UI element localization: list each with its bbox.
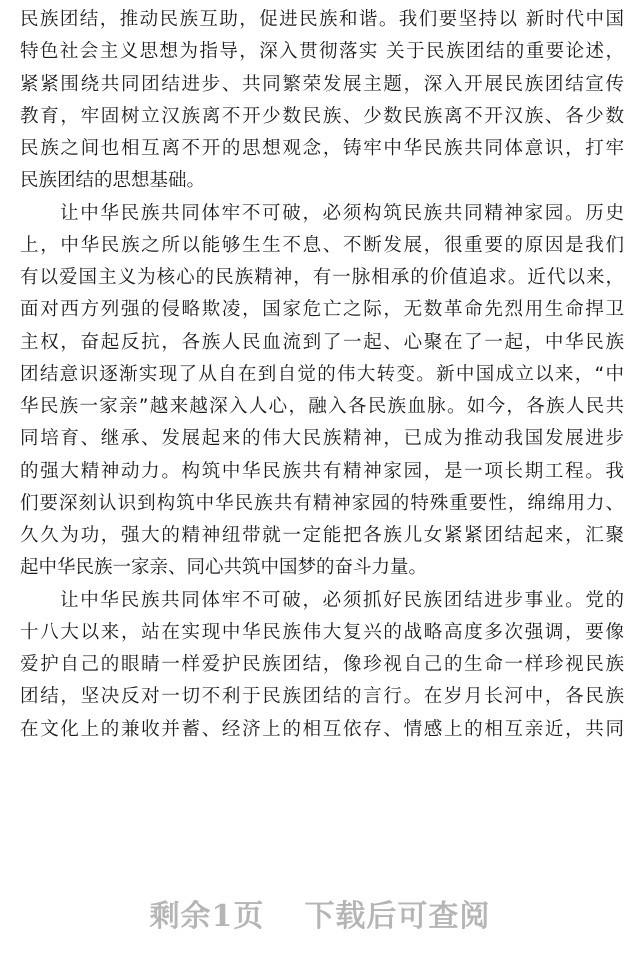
download-to-view-label[interactable]: 下载后可查阅 xyxy=(304,899,491,934)
text-line: 民族团结，推动民族互助，促进民族和谐。我们要坚持以 新时代中国 xyxy=(20,9,624,30)
paragraph-2 xyxy=(20,198,624,585)
text-line: 爱护自己的眼睛一样爱护民族团结，像珍视自己的生命一样珍视民族 xyxy=(20,654,624,675)
document-body xyxy=(20,4,624,746)
paragraph-3 xyxy=(20,585,624,746)
text-line: 上，中华民族之所以能够生生不息、不断发展，很重要的原因是我们 xyxy=(20,234,624,256)
remaining-pages-label[interactable]: 剩余1页 xyxy=(149,899,265,934)
text-line: 同培育、继承、发展起来的伟大民族精神，已成为推动我国发展进步 xyxy=(20,428,624,450)
text-line: 华民族一家亲”越来越深入人心，融入各民族血脉。如今，各族人民共 xyxy=(20,396,624,417)
paragraph-1 xyxy=(20,4,624,198)
text-line: 十八大以来，站在实现中华民族伟大复兴的战略高度多次强调，要像 xyxy=(20,621,624,643)
text-line: 民族之间也相互离不开的思想观念，铸牢中华民族共同体意识，打牢 xyxy=(20,138,624,159)
text-line: 团结意识逐渐实现了从自在到自觉的伟大转变。新中国成立以来，“中 xyxy=(20,363,624,385)
text-line: 紧紧围绕共同团结进步、共同繁荣发展主题，深入开展民族团结宣传 xyxy=(20,73,624,95)
text-line: 教育，牢固树立汉族离不开少数民族、少数民族离不开汉族、各少数 xyxy=(20,105,624,127)
text-line: 久久为功，强大的精神纽带就一定能把各族儿女紧紧团结起来，汇聚 xyxy=(20,525,624,546)
text-line: 让中华民族共同体牢不可破，必须抓好民族团结进步事业。党的 xyxy=(60,589,624,611)
text-line: 们要深刻认识到构筑中华民族共有精神家园的特殊重要性，绵绵用力、 xyxy=(20,492,624,514)
text-line: 的强大精神动力。构筑中华民族共有精神家园，是一项长期工程。我 xyxy=(20,460,624,482)
text-line: 民族团结的思想基础。 xyxy=(20,170,206,192)
text-line: 主权，奋起反抗，各族人民血流到了一起、心聚在了一起，中华民族 xyxy=(20,331,624,353)
text-line: 团结，坚决反对一切不利于民族团结的言行。在岁月长河中，各民族 xyxy=(20,686,624,708)
text-line: 在文化上的兼收并蓄、经济上的相互依存、情感上的相互亲近，共同 xyxy=(20,718,624,740)
download-prompt-footer[interactable] xyxy=(0,888,640,938)
text-line: 让中华民族共同体牢不可破，必须构筑民族共同精神家园。历史 xyxy=(60,202,624,224)
text-line: 起中华民族一家亲、同心共筑中国梦的奋斗力量。 xyxy=(20,557,428,579)
text-line: 有以爱国主义为核心的民族精神，有一脉相承的价值追求。近代以来， xyxy=(20,267,624,288)
text-line: 特色社会主义思想为指导，深入贯彻落实 关于民族团结的重要论述， xyxy=(20,41,624,63)
text-line: 面对西方列强的侵略欺凌，国家危亡之际，无数革命先烈用生命捍卫 xyxy=(20,299,624,321)
